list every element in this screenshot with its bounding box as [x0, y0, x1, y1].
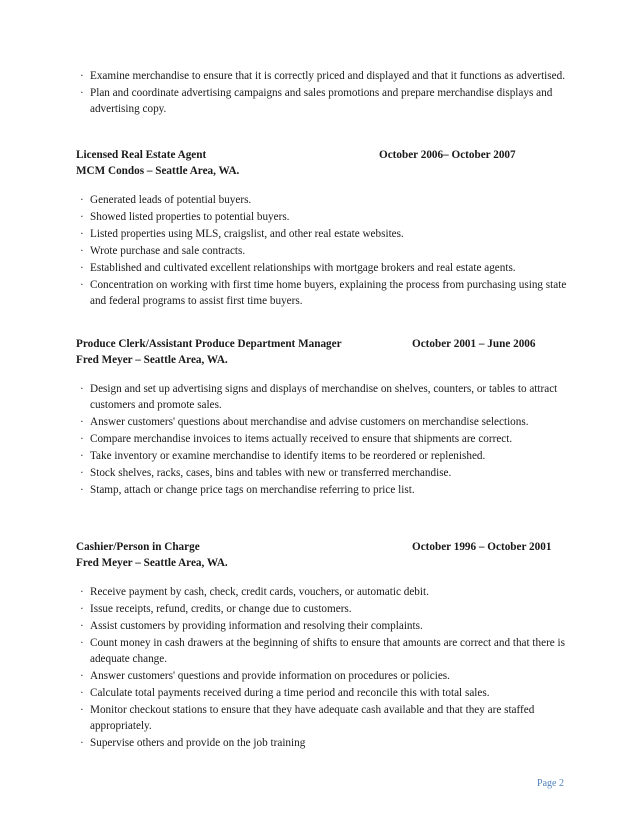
list-item: · Take inventory or examine merchandise to identify items to be reordered or replenished.	[80, 450, 486, 462]
bullet-icon: ·	[80, 70, 84, 82]
list-item: · Plan and coordinate advertising campaigns and sales promotions and prepare merchandise displays and advertising copy.	[80, 87, 553, 115]
list-item: · Stamp, attach or change price tags on merchandise referring to price list.	[80, 484, 415, 496]
list-item: · Answer customers' questions and provide information on procedures or policies.	[80, 670, 450, 682]
bullet-icon: ·	[80, 467, 84, 479]
list-item: · Generated leads of potential buyers.	[80, 194, 252, 206]
job-dates: October 2006– October 2007	[379, 149, 516, 161]
job-header	[76, 147, 576, 163]
bullet-icon: ·	[80, 416, 84, 428]
list-item: · Design and set up advertising signs and displays of merchandise on shelves, counters, or tables to attract customers and promote sales.	[80, 383, 558, 411]
list-item: · Calculate total payments received during a time period and reconcile this with total sales.	[80, 687, 490, 699]
job-dates: October 1996 – October 2001	[412, 541, 552, 553]
list-item: · Established and cultivated excellent relationships with mortgage brokers and real estate agents.	[80, 262, 516, 274]
bullet-icon: ·	[80, 194, 84, 206]
bullet-icon: ·	[80, 670, 84, 682]
job-entry	[76, 539, 576, 752]
bullet-icon: ·	[80, 211, 84, 223]
bullet-icon: ·	[80, 687, 84, 699]
job-bullet-list	[76, 381, 576, 498]
job-bullet-list	[76, 192, 576, 309]
bullet-icon: ·	[80, 637, 84, 649]
list-item: · Monitor checkout stations to ensure that they have adequate cash available and that they are staffed appropriately.	[80, 704, 535, 732]
list-item: · Answer customers' questions about merchandise and advise customers on merchandise selections.	[80, 416, 529, 428]
bullet-icon: ·	[80, 228, 84, 240]
job-title: Cashier/Person in Charge	[76, 541, 200, 553]
list-item: · Stock shelves, racks, cases, bins and tables with new or transferred merchandise.	[80, 467, 452, 479]
job-entry	[76, 336, 576, 499]
job-title: Licensed Real Estate Agent	[76, 149, 207, 161]
list-item: · Issue receipts, refund, credits, or change due to customers.	[80, 603, 352, 615]
job-entry	[76, 147, 576, 310]
bullet-icon: ·	[80, 484, 84, 496]
list-item: · Supervise others and provide on the job training	[80, 737, 306, 749]
bullet-icon: ·	[80, 704, 84, 716]
job-dates: October 2001 – June 2006	[412, 338, 536, 350]
list-item: · Wrote purchase and sale contracts.	[80, 245, 246, 257]
list-item: · Assist customers by providing information and resolving their complaints.	[80, 620, 423, 632]
job-company: Fred Meyer – Seattle Area, WA.	[76, 557, 228, 569]
job-title: Produce Clerk/Assistant Produce Department Manager	[76, 338, 342, 350]
job-company: MCM Condos – Seattle Area, WA.	[76, 165, 240, 177]
bullet-icon: ·	[80, 279, 84, 291]
bullet-icon: ·	[80, 383, 84, 395]
bullet-icon: ·	[80, 87, 84, 99]
bullet-icon: ·	[80, 586, 84, 598]
job-company: Fred Meyer – Seattle Area, WA.	[76, 354, 228, 366]
job-header	[76, 336, 576, 352]
bullet-icon: ·	[80, 433, 84, 445]
list-item: · Compare merchandise invoices to items actually received to ensure that shipments are correct.	[80, 433, 513, 445]
job-bullet-list	[76, 584, 576, 751]
bullet-icon: ·	[80, 262, 84, 274]
list-item: · Concentration on working with first time home buyers, explaining the process from purchasing using state and federal programs to assist first time buyers.	[80, 279, 567, 307]
page-number: Page 2	[537, 778, 564, 789]
list-item: · Showed listed properties to potential buyers.	[80, 211, 290, 223]
job-header	[76, 539, 576, 555]
intro-bullet-list	[76, 68, 576, 117]
intro-section	[76, 68, 576, 118]
bullet-icon: ·	[80, 603, 84, 615]
bullet-icon: ·	[80, 620, 84, 632]
bullet-icon: ·	[80, 737, 84, 749]
bullet-icon: ·	[80, 450, 84, 462]
list-item: · Listed properties using MLS, craigslist, and other real estate websites.	[80, 228, 404, 240]
list-item: · Count money in cash drawers at the beginning of shifts to ensure that amounts are correct and that there is adequate change.	[80, 637, 566, 665]
list-item: · Examine merchandise to ensure that it is correctly priced and displayed and that it functions as advertised.	[80, 70, 566, 82]
bullet-icon: ·	[80, 245, 84, 257]
list-item: · Receive payment by cash, check, credit cards, vouchers, or automatic debit.	[80, 586, 429, 598]
